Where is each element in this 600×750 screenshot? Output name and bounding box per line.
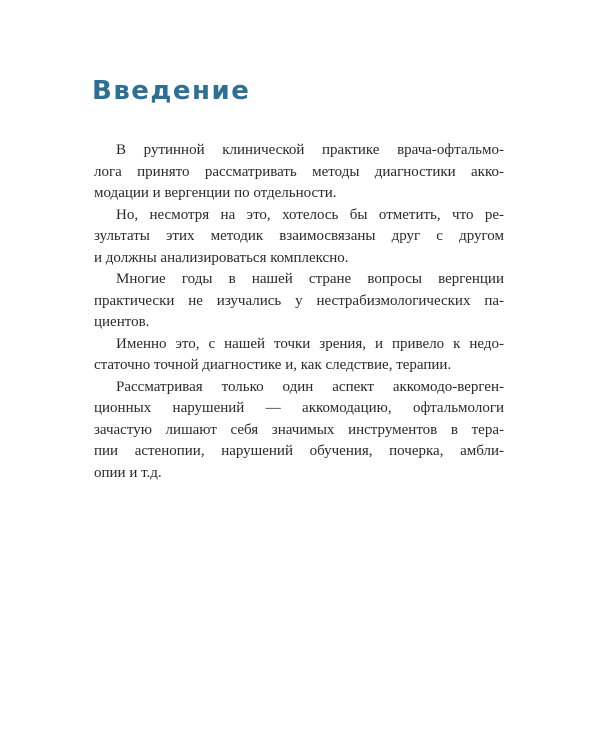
text-line: лога принято рассматривать методы диагностики акко- [94, 163, 504, 180]
paragraph [94, 205, 504, 270]
paragraph [94, 377, 504, 485]
paragraph [94, 140, 504, 205]
paragraph [94, 334, 504, 377]
body-text [94, 140, 504, 484]
text-line: и должны анализироваться комплексно. [94, 249, 349, 266]
text-line: ционных нарушений — аккомодацию, офтальмологи [94, 400, 504, 416]
text-line: Рассматривая только один аспект аккомодо-верген- [116, 378, 504, 395]
text-line: зультаты этих методик взаимосвязаны друг с другом [94, 228, 504, 244]
text-line: В рутинной клинической практике врача-офтальмо- [116, 142, 504, 158]
text-line: Многие годы в нашей стране вопросы вергенции [116, 271, 504, 287]
text-line: Именно это, с нашей точки зрения, и привело к недо- [116, 335, 504, 352]
text-line: опии и т.д. [94, 464, 162, 481]
text-line: модации и вергенции по отдельности. [94, 185, 337, 201]
text-line: зачастую лишают себя значимых инструментов в тера- [94, 421, 504, 438]
text-line: циентов. [94, 314, 150, 330]
text-line: пии астенопии, нарушений обучения, почерка, амбли- [94, 443, 504, 459]
text-line: статочно точной диагностике и, как следствие, терапии. [94, 357, 452, 373]
section-heading: Введение [92, 76, 251, 106]
text-line: практически не изучались у нестрабизмологических па- [94, 292, 504, 309]
paragraph [94, 269, 504, 334]
text-line: Но, несмотря на это, хотелось бы отметить, что ре- [116, 206, 504, 223]
